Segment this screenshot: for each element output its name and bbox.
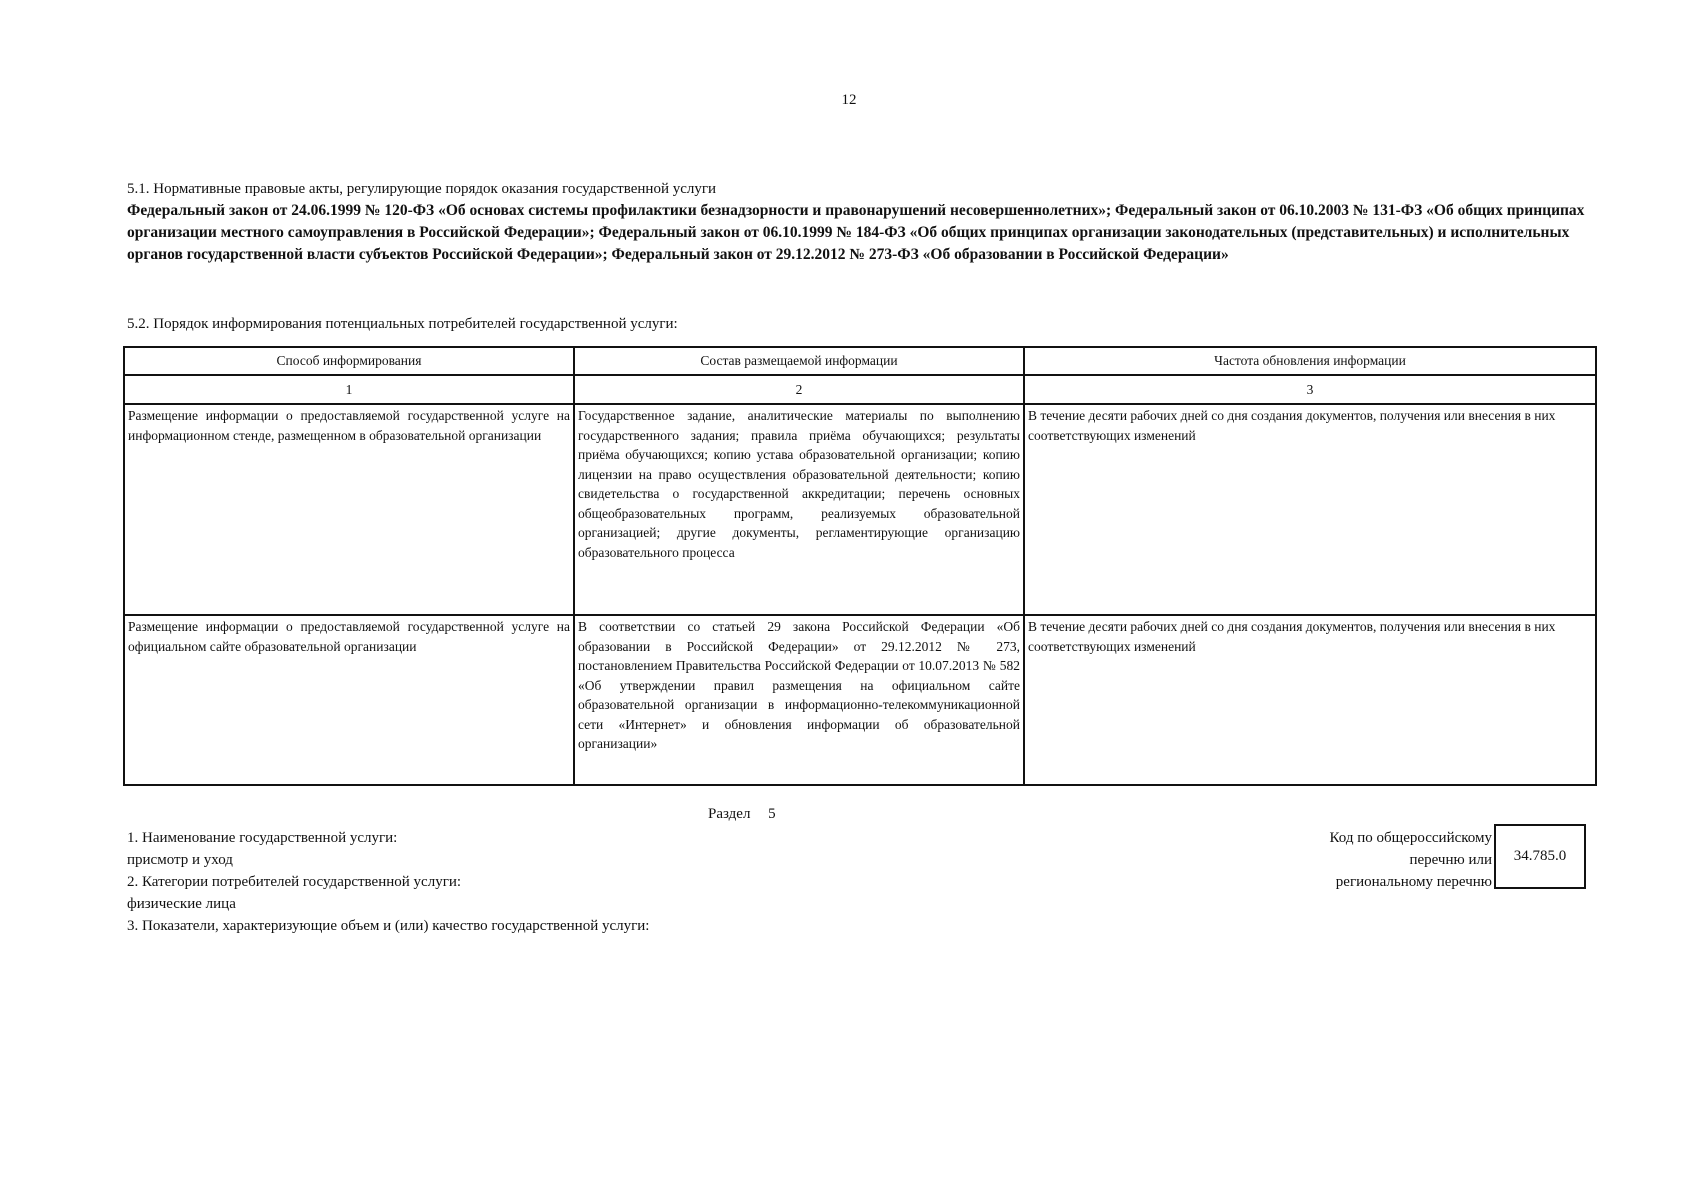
informing-table [123,346,1597,786]
section-5-1 [127,178,1597,266]
table-number-row [124,375,1596,404]
consumers-label: 2. Категории потребителей государственной услуги: [127,874,462,890]
code-value-box [1494,824,1586,889]
section-5-1-heading: 5.1. Нормативные правовые акты, регулирующие порядок оказания государственной услуги [127,181,717,197]
table-header-method: Способ информирования [124,347,574,375]
table-cell-frequency: В течение десяти рабочих дней со дня создания документов, получения или внесения в них соответствующих изменений [1024,615,1596,785]
table-col-number: 3 [1024,375,1596,404]
service-name-value: присмотр и уход [127,852,233,868]
table-col-number: 2 [574,375,1024,404]
table-cell-method: Размещение информации о предоставляемой государственной услуге на официальном сайте образовательной организации [124,615,574,785]
consumers-value: физические лица [127,896,236,912]
service-info [127,827,649,937]
code-label-line: Код по общероссийскому [1329,830,1492,846]
table-cell-method: Размещение информации о предоставляемой государственной услуге на информационном стенде, размещенном в образовательной организации [124,404,574,615]
code-label-line: перечню или [1409,852,1492,868]
table-col-number: 1 [124,375,574,404]
table-row [124,615,1596,785]
indicators-label: 3. Показатели, характеризующие объем и (или) качество государственной услуги: [127,918,650,934]
table-row [124,404,1596,615]
section-5-2-heading: 5.2. Порядок информирования потенциальных потребителей государственной услуги: [127,316,678,332]
table-cell-content: В соответствии со статьей 29 закона Российской Федерации «Об образовании в Российской Федерации» от 29.12.2012 № 273, постановлением Правительства Российской Федерации от 10.07.2013 № 582 «Об утверждении правил размещения на официальном сайте образовательной организации в информационно-телекоммуникационной сети «Интернет» и обновления информации об образовательной организации» [574,615,1024,785]
section-label: Раздел 5 [708,806,776,822]
table-header-frequency: Частота обновления информации [1024,347,1596,375]
code-value: 34.785.0 [1513,848,1567,864]
section-5-1-laws: Федеральный закон от 24.06.1999 № 120-ФЗ «Об основах системы профилактики безнадзорности и правонарушений несовершеннолетних»; Федеральный закон от 06.10.2003 № 131-ФЗ «Об общих принципах организации местного самоуправления в Российской Федерации»; Федеральный закон от 06.10.1999 № 184-ФЗ «Об общих принципах организации законодательных (представительных) и исполнительных органов государственной власти субъектов Российской Федерации»; Федеральный закон от 29.12.2012 № 273-ФЗ «Об образовании в Российской Федерации» [127,202,1585,263]
table-cell-content: Государственное задание, аналитические материалы по выполнению государственного задания; правила приёма обучающихся; результаты приёма обучающихся; копию устава образовательной организации; копию лицензии на право осуществления образовательной деятельности; копию свидетельства о государственной аккредитации; перечень основных общеобразовательных программ, реализуемых образовательной организацией; другие документы, регламентирующие организацию образовательного процесса [574,404,1024,615]
table-cell-frequency: В течение десяти рабочих дней со дня создания документов, получения или внесения в них соответствующих изменений [1024,404,1596,615]
code-label [1200,827,1492,893]
page-number: 12 [841,92,857,108]
service-name-label: 1. Наименование государственной услуги: [127,830,398,846]
table-header-content: Состав размещаемой информации [574,347,1024,375]
code-label-line: региональному перечню [1335,874,1492,890]
table-header-row [124,347,1596,375]
